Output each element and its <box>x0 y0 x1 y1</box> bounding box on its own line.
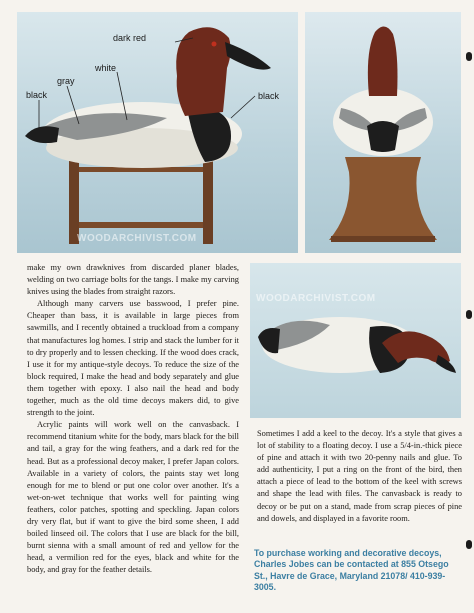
label-dark-red: dark red <box>113 33 147 43</box>
paragraph-keel: Sometimes I add a keel to the decoy. It's a style that gives a lot of stability to a floating decoy. I use a 5/4-in.-thick piece of pine and attach it with two 20-penny nails and glue. To add authenticity, I put a ring on the front of the bird, then attach a piece of lead to the bottom of the keel with screws and shape the lead with files. The canvasback is ready to decoy or be put on a stand, made from scrap pieces of pine and dowels, and displayed in a favorite room. <box>257 429 462 523</box>
main-decoy-photo <box>17 12 298 253</box>
rear-decoy-photo <box>305 12 461 253</box>
paragraph-drawknives: make my own drawknives from discarded planer blades, welding on two carriage bolts for the tangs. I make my carving knives using the blades from straight razors. <box>27 263 239 297</box>
canvasback-decoy-rear-view-illustration <box>305 12 461 253</box>
label-black-right: black <box>258 91 280 101</box>
canvasback-decoy-on-stand-illustration <box>17 12 298 253</box>
binder-hole-mark <box>466 540 472 549</box>
label-white: white <box>95 63 117 73</box>
binder-hole-mark <box>466 310 472 319</box>
contact-box <box>250 546 461 601</box>
canvasback-decoy-side-view-illustration <box>250 263 461 418</box>
binder-hole-mark <box>466 52 472 61</box>
watermark-main: WOODARCHIVIST.COM <box>77 233 197 244</box>
label-gray: gray <box>57 76 75 86</box>
paragraph-wood: Although many carvers use basswood, I prefer pine. Cheaper than bass, it is available in large pieces from sawmills, and I recently obtained a truckload from a company that manufactures log homes. I strip and stack the lumber for it to dry properly and to lessen checking. If the wood does crack, I use it for my antique-style decoys. To reduce the size of the block required, I make the head and body separately and glue them together with epoxy. I also nail the head and body together, much as the old time decoys makers did, to give strength to the joint. <box>27 299 239 418</box>
label-black-left: black <box>26 90 48 100</box>
contact-text: To purchase working and decorative decoys, Charles Jobes can be contacted at 855 Otsego St., Havre de Grace, Maryland 21078/ 410-939-3005. <box>254 548 449 593</box>
paragraph-paints: Acrylic paints will work well on the canvasback. I recommend titanium white for the body, mars black for the bill and tail, a gray for the wing feathers, and a dark red for the head. But as a professional decoy maker, I prefer Japan colors. Available in a variety of colors, the paints stay wet long enough for me to blend or put one color over another. It's a wet-on-wet technique that works well for painting wing feathers, color patches, spotting and speckling. Japan colors dry very flat, but if want to give the bird some sheen, I add boiled linseed oil. The colors that I use are black for the bill, burnt sienna with a small amount of red and yellow for the head, a vermilion red for the eyes, black and white for the body, and gray for the feather details. <box>27 420 239 575</box>
side-decoy-photo <box>250 263 461 418</box>
article-right-column <box>257 428 462 525</box>
article-left-column <box>27 262 239 576</box>
watermark-side: WOODARCHIVIST.COM <box>256 293 376 304</box>
